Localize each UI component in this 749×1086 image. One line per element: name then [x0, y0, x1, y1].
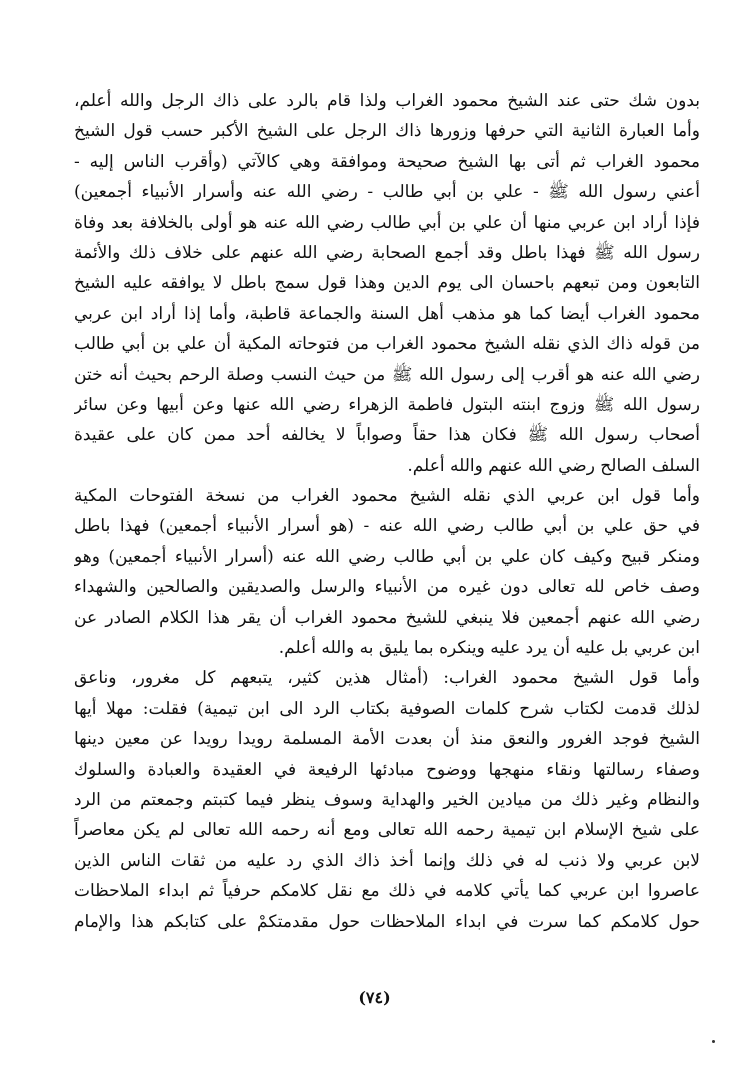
page-number: (٧٤)	[358, 988, 391, 1007]
text-line: رضي الله عنهم أجمعين فلا ينبغي للشيخ محمود الغراب أن يقر هذا الكلام الصادر عن	[74, 607, 700, 628]
text-line: وصفاء رسالتها ونقاء منهجها ووضوح مبادئها الرفيعة في العقيدة والعبادة والسلوك	[74, 759, 700, 780]
text-line: وصف خاص لله تعالى دون غيره من الأنبياء والرسل والصديقين والصالحين والشهداء	[74, 577, 700, 598]
text-line: من قوله ذاك الذي نقله الشيخ محمود الغراب من فتوحاته المكية أن علي بن أبي طالب	[74, 334, 700, 355]
text-line: فإذا أراد ابن عربي منها أن علي بن أبي طالب رضي الله عنه هو أولى بالخلافة بعد وفاة	[74, 212, 700, 233]
text-line: على شيخ الإسلام ابن تيمية رحمه الله تعالى ومع أنه رحمه الله تعالى لم يكن معاصراً	[74, 820, 700, 841]
text-line: رسول الله ﷺ وزوج ابنته البتول فاطمة الزهراء رضي الله عنها وعن أبيها وعن سائر	[74, 394, 700, 415]
text-line: محمود الغراب أيضا كما هو مذهب أهل السنة والجماعة قاطبة، وأما إذا أراد ابن عربي	[74, 303, 700, 324]
text-line: بدون شك حتى عند الشيخ محمود الغراب ولذا قام بالرد على ذاك الرجل والله أعلم،	[74, 91, 700, 111]
text-line: محمود الغراب ثم أتى بها الشيخ صحيحة وموافقة وهي كالآتي (وأقرب الناس إليه -	[74, 151, 700, 172]
text-line: وأما قول ابن عربي الذي نقله الشيخ محمود الغراب من نسخة الفتوحات المكية	[74, 486, 700, 507]
text-line: التابعون ومن تبعهم باحسان الى يوم الدين وهذا قول سمج باطل لا يوافقه عليه الشيخ	[74, 273, 700, 294]
paragraph-end-line: السلف الصالح رضي الله عنهم والله أعلم.	[407, 455, 700, 476]
text-line: لذلك قدمت لكتاب شرح كلمات الصوفية بكتاب الرد الى ابن تيمية) فقلت: مهلا أيها	[74, 698, 700, 719]
text-line: لابن عربي ولا ذنب له في ذلك وإنما أخذ ذاك الذي رد عليه من ثقات الناس الذين	[74, 850, 700, 871]
paragraph-end-line: ابن عربي بل عليه أن يرد عليه وينكره بما يليق به والله أعلم.	[278, 638, 700, 659]
text-line: وأما قول الشيخ محمود الغراب: (أمثال هذين كثير، يتبعهم كل مغرور، وناعق	[74, 668, 700, 689]
text-line: ومنكر قبيح وكيف كان علي بن أبي طالب رضي الله عنه (أسرار الأنبياء أجمعين) وهو	[74, 546, 700, 567]
text-line: رضي الله عنه هو أقرب إلى رسول الله ﷺ من حيث النسب وصلة الرحم بحيث أنه ختن	[74, 364, 700, 385]
scan-speck	[712, 1040, 715, 1043]
text-line: أصحاب رسول الله ﷺ فكان هذا حقاً وصواباً لا يخالفه أحد ممن كان على عقيدة	[74, 425, 700, 446]
text-line: عاصروا ابن عربي كما يأتي كلامه في ذلك مع نقل كلامكم حرفياً ثم ابداء الملاحظات	[74, 881, 700, 902]
body-text	[74, 86, 700, 937]
text-line: والنظام وغير ذلك من ميادين الخير والهداية وسوف ينظر فيما كتبتم وجمعتم من الرد	[74, 789, 700, 810]
text-line: الشيخ فوجد الغرور والنعق منذ أن بعدت الأمة المسلمة رويدا رويدا عن معين دينها	[74, 729, 700, 750]
text-line: أعني رسول الله ﷺ - علي بن أبي طالب - رضي الله عنه وأسرار الأنبياء أجمعين)	[74, 182, 700, 203]
text-line: حول كلامكم كما سرت في ابداء الملاحظات حول مقدمتكمْ على كتابكم هذا والإمام	[74, 911, 700, 932]
text-line: في حق علي بن أبي طالب رضي الله عنه - (هو أسرار الأنبياء أجمعين) فهذا باطل	[74, 516, 700, 537]
text-line: رسول الله ﷺ فهذا باطل وقد أجمع الصحابة رضي الله عنهم على خلاف ذلك والأئمة	[74, 242, 700, 263]
text-line: وأما العبارة الثانية التي حرفها وزورها ذاك الرجل على الشيخ الأكبر حسب قول الشيخ	[74, 121, 700, 142]
